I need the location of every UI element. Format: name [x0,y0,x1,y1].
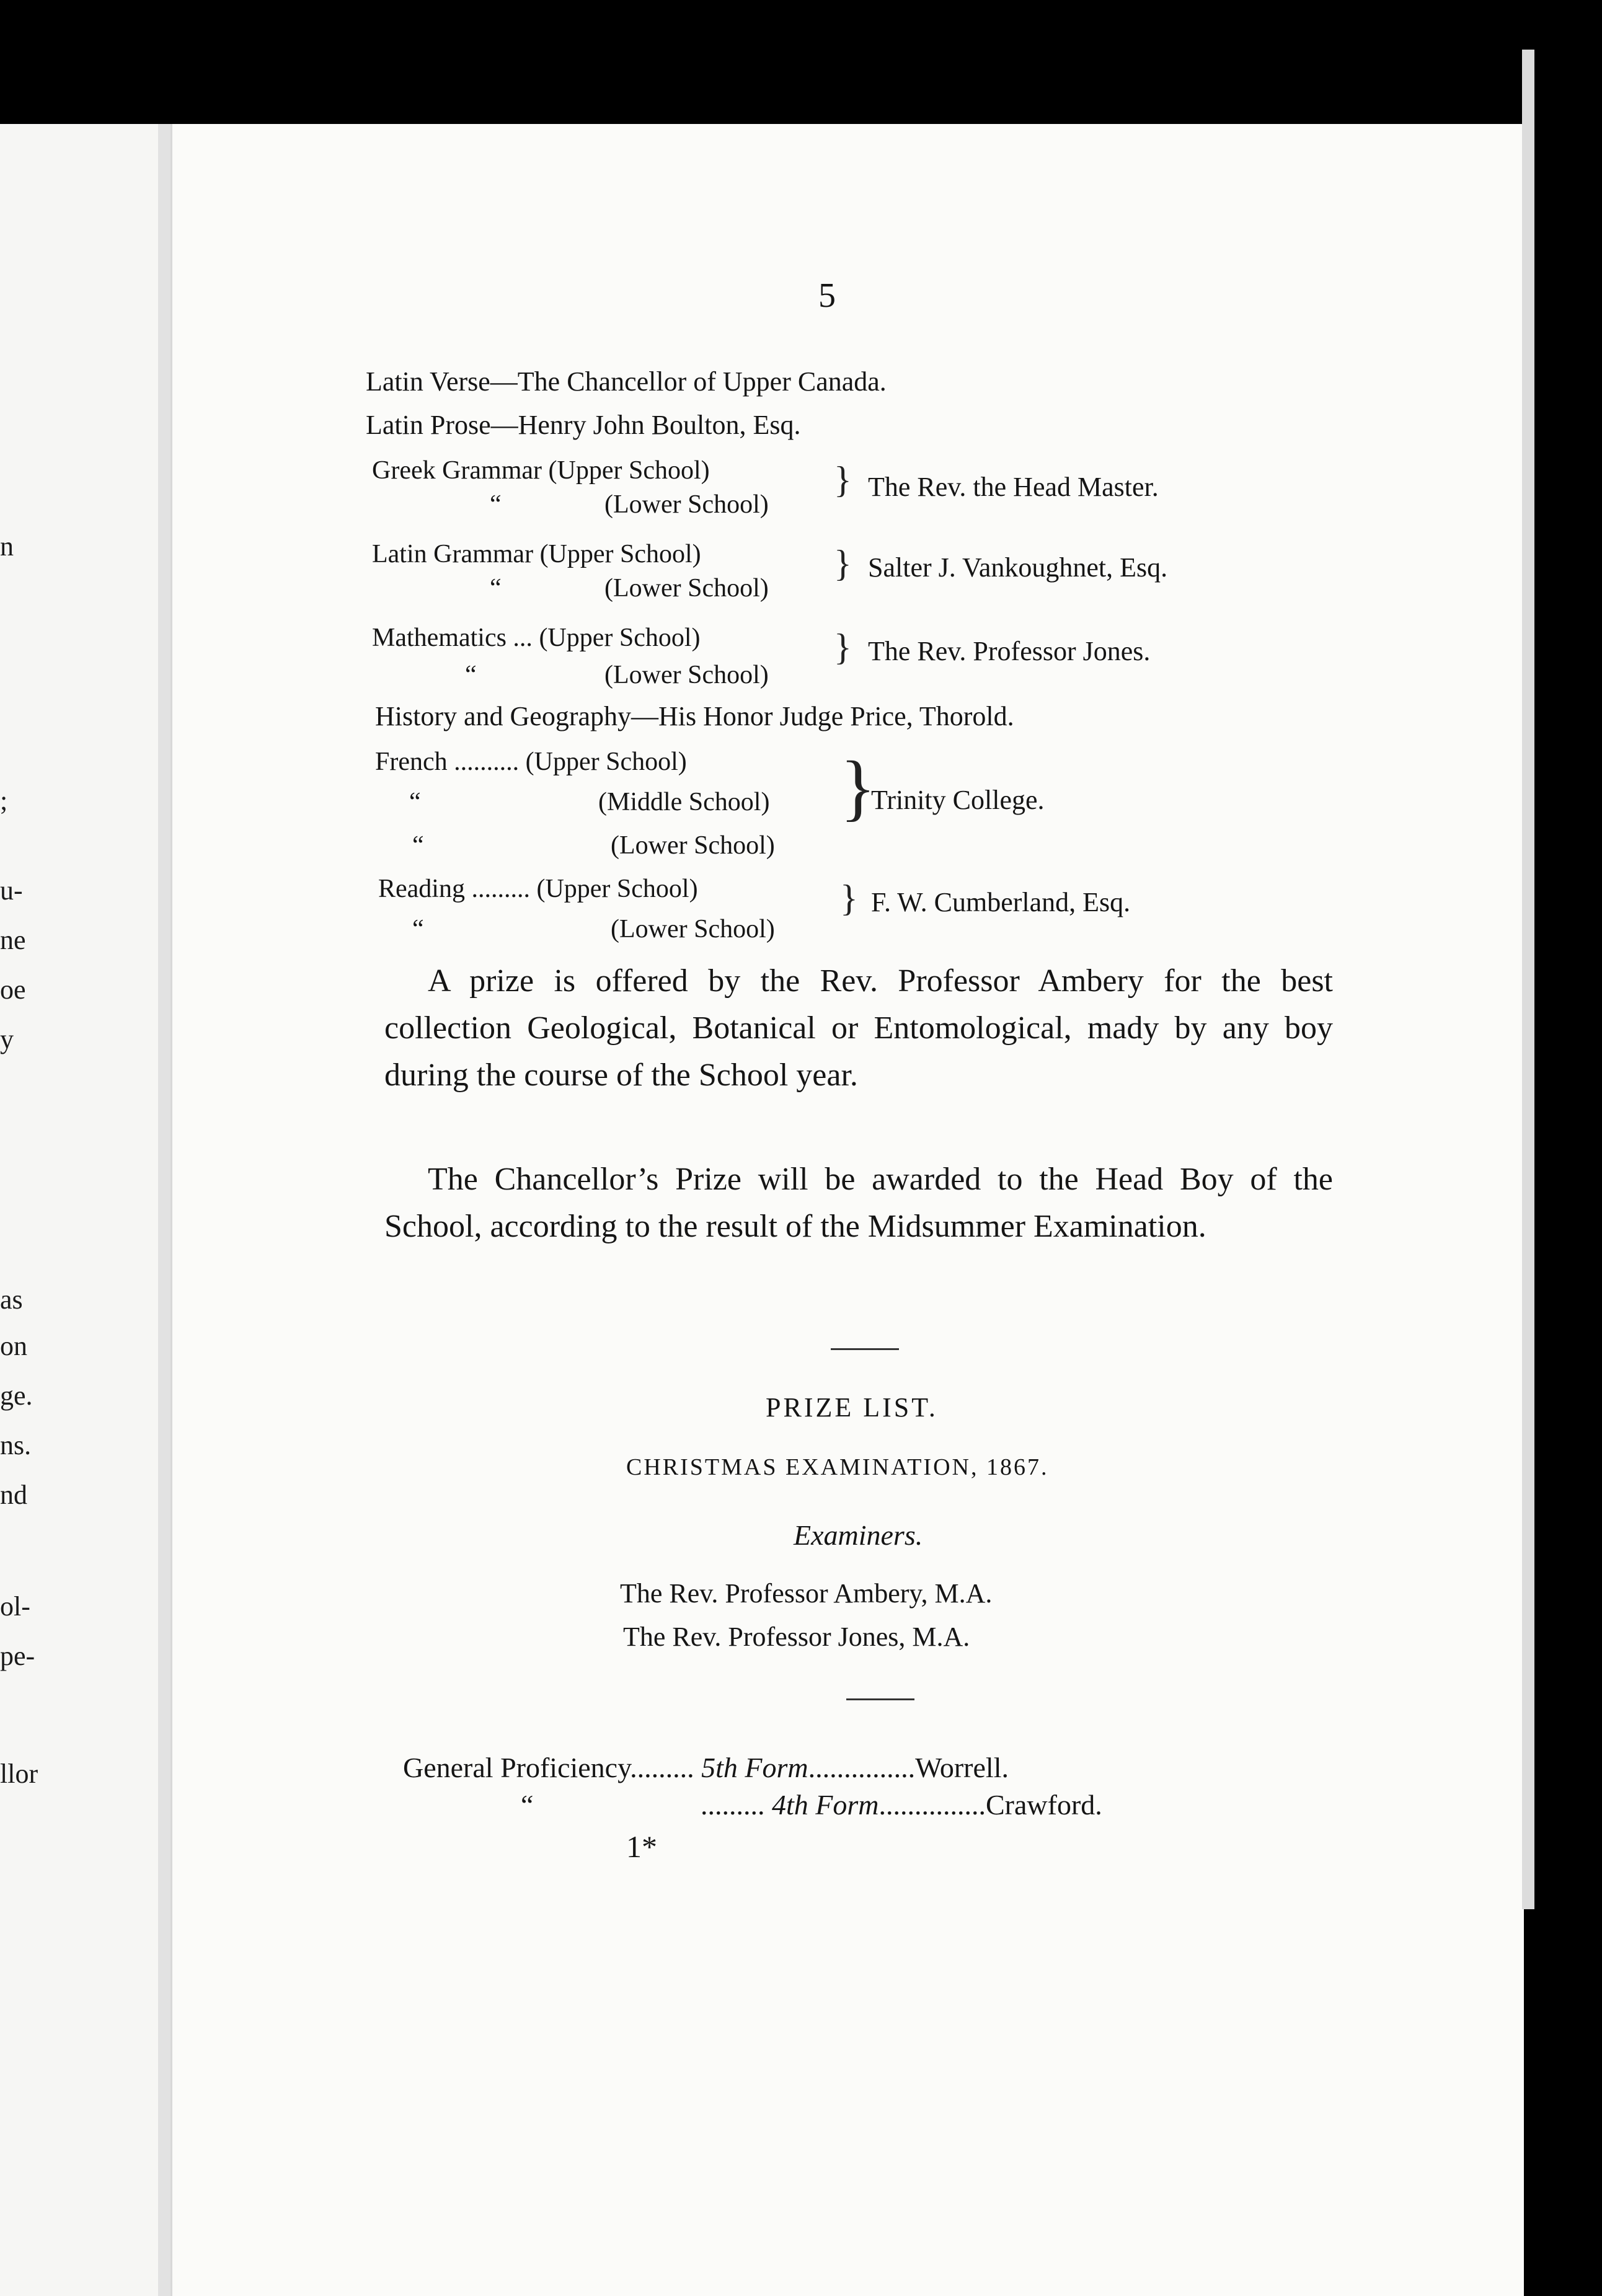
french-subject [375,747,687,777]
signature-mark: 1* [626,1829,657,1864]
subject-label: Mathematics ... [372,624,533,652]
left-fragment: ; [0,785,8,816]
ditto-mark: “ [490,574,502,603]
mathematics-subject [372,623,701,653]
winner-name: Worrell. [915,1752,1009,1783]
donor: Trinity College. [871,785,1045,815]
ditto-mark: “ [412,831,424,860]
school-label: (Middle School) [598,788,770,816]
brace: } [840,878,858,919]
left-fragment: nd [0,1480,27,1510]
left-fragment: on [0,1331,27,1361]
ditto-mark: “ [521,1789,534,1821]
form-label: 4th Form [772,1789,879,1821]
leader-dots: ......... [701,1789,765,1821]
school-label: (Upper School) [548,456,710,485]
left-fragment: oe [0,974,26,1005]
left-fragment: as [0,1284,23,1315]
school-label: (Lower School) [604,661,769,689]
general-proficiency-4th [701,1788,1102,1821]
examiner-name: The Rev. Professor Ambery, M.A. [620,1578,993,1609]
subject-label: Latin Grammar [372,540,534,568]
greek-grammar-subject [372,456,710,485]
form-label: 5th Form [701,1752,808,1783]
left-fragment: n [0,531,14,562]
page-edge [1522,50,1534,1909]
left-fragment: ne [0,925,26,955]
ditto-mark: “ [465,661,477,689]
previous-page-edge [0,124,158,2296]
brace: } [840,746,876,828]
donor: The Rev. Professor Jones. [868,636,1151,666]
donor: Salter J. Vankoughnet, Esq. [868,552,1168,583]
winner-name: Crawford. [986,1789,1102,1821]
subject-label: Reading ......... [378,875,530,903]
left-fragment: ns. [0,1430,32,1460]
brace: } [834,627,852,668]
general-proficiency-5th [403,1751,1009,1784]
paragraph-ambery-prize [384,958,1333,1099]
brace: } [834,459,852,500]
school-label: (Lower School) [604,574,769,603]
prize-list-title: PRIZE LIST. [766,1392,938,1423]
scan-border [1534,0,1602,2296]
reading-subject [378,874,698,904]
category-label: General Proficiency......... [403,1752,694,1783]
left-fragment: ge. [0,1380,33,1411]
school-label: (Upper School) [525,748,687,776]
section-rule [846,1698,914,1700]
prize-latin-prose: Latin Prose—Henry John Boulton, Esq. [366,410,801,440]
school-label: (Upper School) [539,624,701,652]
ditto-mark: “ [412,915,424,943]
subject-label: French .......... [375,748,520,776]
book-spine [158,124,170,2296]
section-rule [831,1348,899,1350]
brace: } [834,543,852,584]
ditto-mark: “ [409,788,421,816]
subject-label: Greek Grammar [372,456,542,485]
leader-dots: ............... [878,1789,986,1821]
school-label: (Upper School) [539,540,701,568]
left-fragment: ol- [0,1591,30,1622]
left-fragment: pe- [0,1641,35,1671]
school-label: (Lower School) [604,490,769,519]
left-fragment: llor [0,1759,38,1789]
ditto-mark: “ [490,490,502,519]
prize-latin-verse: Latin Verse—The Chancellor of Upper Canada. [366,366,887,397]
page-number: 5 [818,276,836,315]
donor: F. W. Cumberland, Esq. [871,887,1131,917]
paragraph-text: The Chancellor’s Prize will be awarded to the Head Boy of the School, according to the result of the Midsummer Examination. [384,1162,1333,1244]
left-fragment: y [0,1024,14,1054]
school-label: (Lower School) [611,915,775,943]
leader-dots: ............... [808,1752,916,1783]
examiner-name: The Rev. Professor Jones, M.A. [623,1622,970,1652]
left-fragment: u- [0,875,23,906]
school-label: (Upper School) [536,875,698,903]
school-label: (Lower School) [611,831,775,860]
latin-grammar-subject [372,539,701,569]
paragraph-chancellor-prize [384,1156,1333,1250]
examination-subtitle: CHRISTMAS EXAMINATION, 1867. [626,1454,1049,1480]
examiners-heading: Examiners. [794,1519,923,1551]
paragraph-text: A prize is offered by the Rev. Professor Ambery for the best collection Geological, Botanical or Entomological, mady by any boy during the course of the School year. [384,963,1333,1093]
prize-history-geography: History and Geography—His Honor Judge Price, Thorold. [375,701,1014,731]
donor: The Rev. the Head Master. [868,472,1159,502]
